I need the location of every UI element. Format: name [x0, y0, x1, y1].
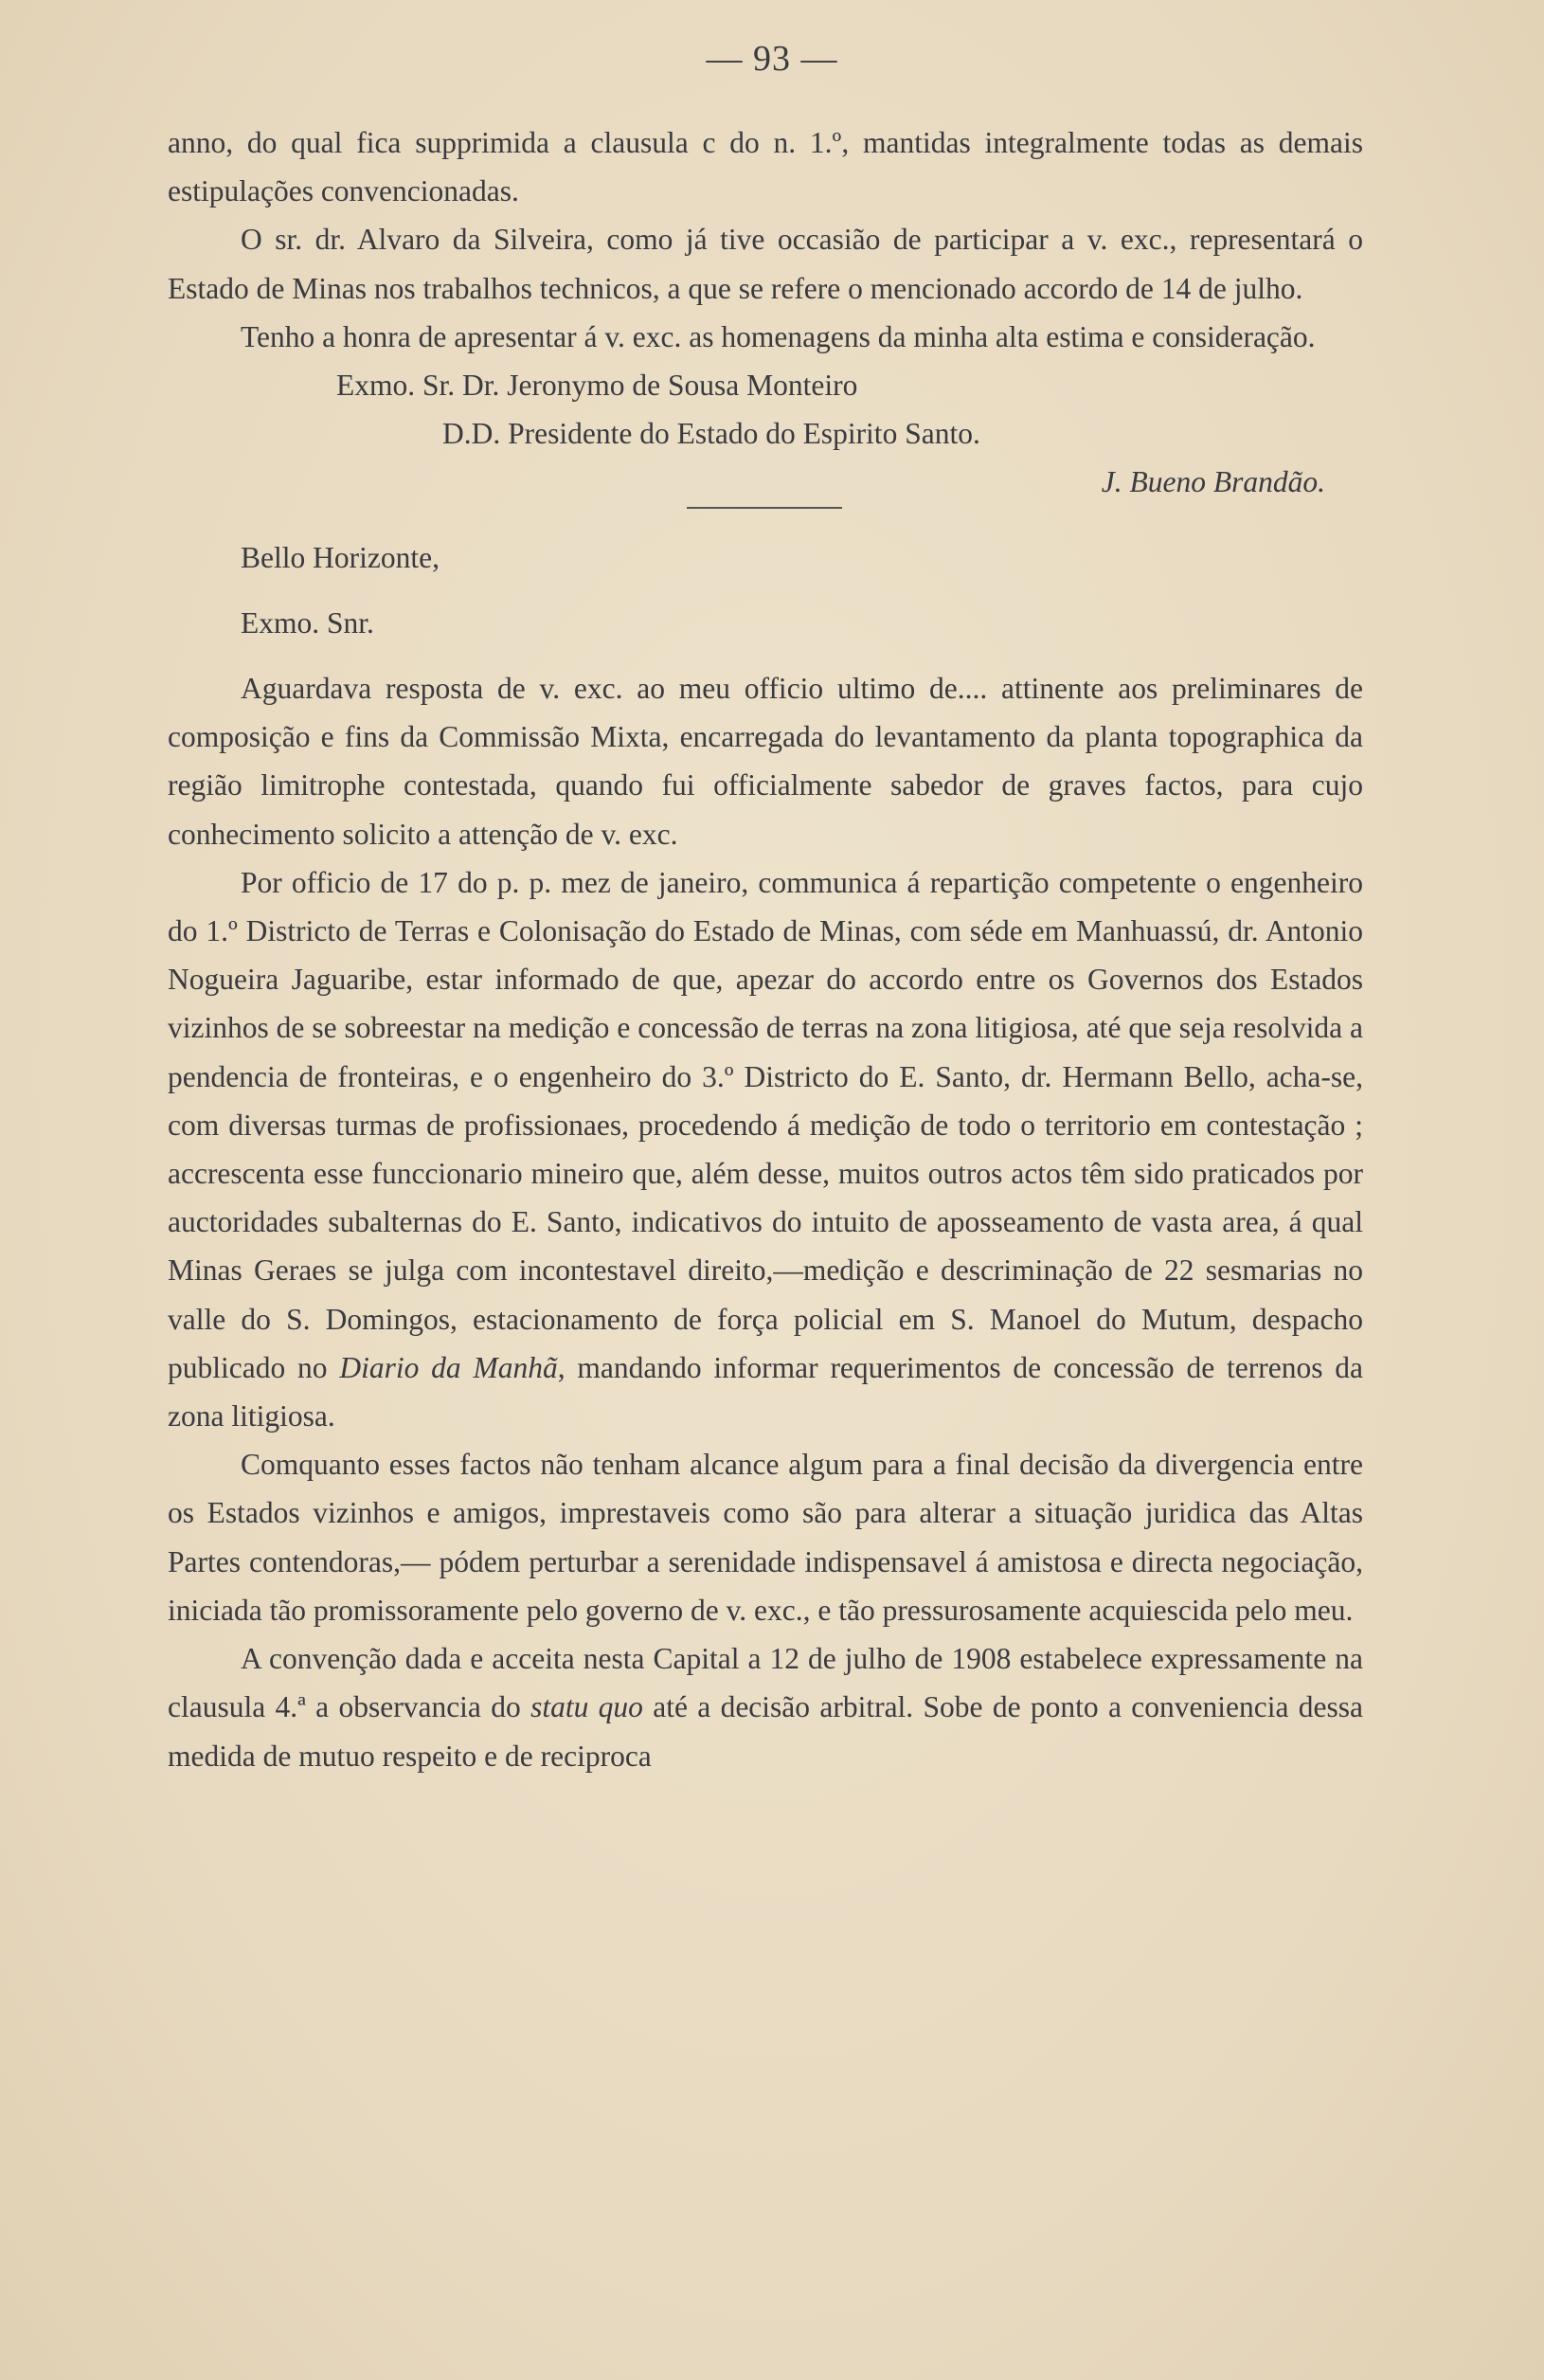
paragraph-5: [168, 858, 1363, 1440]
page-number: — 93 —: [706, 39, 838, 79]
paragraph-7-text-a: A convenção dada e acceita nesta Capital a 12 de julho de 1908 estabelece expressamente na clausula 4.ª a observancia do: [168, 1642, 1363, 1724]
paragraph-2: O sr. dr. Alvaro da Silveira, como já tive occasião de participar a v. exc., representará o Estado de Minas nos trabalhos technicos, a que se refere o mencionado accordo de 14 de julho.: [168, 223, 1363, 305]
latin-phrase: statu quo: [530, 1690, 643, 1724]
salutation: Exmo. Snr.: [241, 605, 374, 640]
separator-rule: [168, 507, 1363, 533]
document-body: [168, 118, 1363, 1780]
paragraph-6: Comquanto esses factos não tenham alcance algum para a final decisão da divergencia entre os Estados vizinhos e amigos, imprestaveis como são para alterar a situação juridica das Altas Partes contendoras,— pódem perturbar a serenidade indispensavel á amistosa e directa negociação, iniciada tão promissoramente pelo governo de v. exc., e tão pressurosamente acquiescida pelo meu.: [168, 1448, 1363, 1627]
address-line-1: Exmo. Sr. Dr. Jeronymo de Sousa Monteiro: [336, 369, 858, 403]
place-line: Bello Horizonte,: [241, 540, 440, 574]
paragraph-5-text-a: Por officio de 17 do p. p. mez de janeiro, communica á repartição competente o engenheiro do 1.º Districto de Terras e Colonisação do Estado de Minas, com séde em Manhuassú, dr. Antonio Nogueira Jaguaribe, estar informado de que, apezar do accordo entre os Governos dos Estados vizinhos de se sobreestar na medição e concessão de terras na zona litigiosa, até que seja resolvida a pendencia de fronteiras, e o engenheiro do 3.º Districto do E. Santo, dr. Hermann Bello, acha-se, com diversas turmas de profissionaes, procedendo á medição de todo o territorio em contestação ; accrescenta esse funccionario mineiro que, além desse, muitos outros actos têm sido praticados por auctoridades subalternas do E. Santo, indicativos do intuito de aposseamento de vasta area, á qual Minas Geraes se julga com incontestavel direito,—medição e descriminação de 22 sesmarias no valle do S. Domingos, estacionamento de força policial em S. Manoel do Mutum, despacho publicado no: [168, 865, 1363, 1384]
signature: J. Bueno Brandão.: [1101, 465, 1325, 499]
paragraph-4: Aguardava resposta de v. exc. ao meu officio ultimo de.... attinente aos preliminares de composição e fins da Commissão Mixta, encarregada do levantamento da planta topographica da região limitrophe contestada, quando fui officialmente sabedor de graves factos, para cujo conhecimento solicito a attenção de v. exc.: [168, 672, 1363, 851]
paragraph-7-text-b: até a decisão arbitral. Sobe de ponto a conveniencia dessa medida de mutuo respeito e de reciproca: [168, 1690, 1363, 1773]
newspaper-title: Diario da Manhã: [339, 1350, 558, 1384]
paragraph-3: Tenho a honra de apresentar á v. exc. as homenagens da minha alta estima e consideração.: [241, 319, 1316, 353]
paragraph-7: [168, 1634, 1363, 1780]
paragraph-5-text-b: , mandando informar requerimentos de concessão de terrenos da zona litigiosa.: [168, 1350, 1364, 1433]
address-line-2: D.D. Presidente do Estado do Espirito Santo.: [442, 417, 980, 451]
paragraph-1: anno, do qual fica supprimida a clausula c do n. 1.º, mantidas integralmente todas as demais estipulações convencionadas.: [168, 126, 1363, 208]
